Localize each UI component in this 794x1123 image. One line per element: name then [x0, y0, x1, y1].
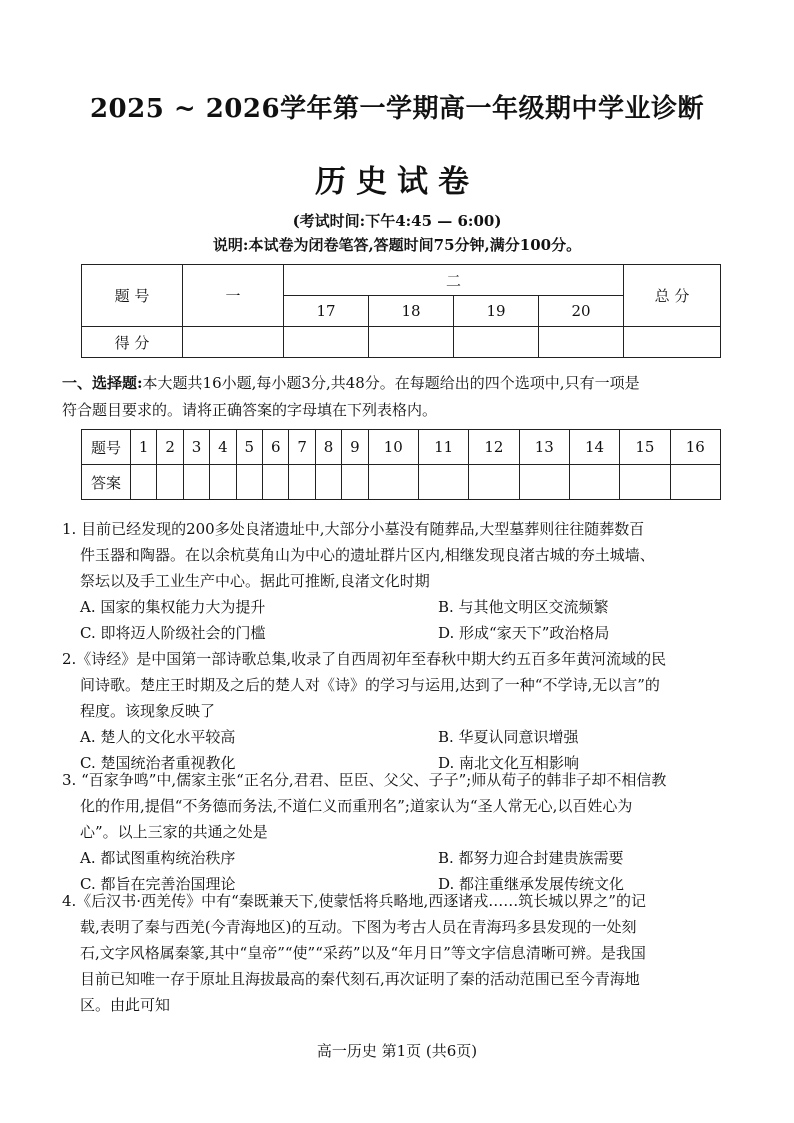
answer-number: 13 — [519, 430, 569, 465]
score-sub-19: 19 — [454, 296, 539, 327]
q3-line: 3. “百家争鸣”中,儒家主张“正名分,君君、臣臣、父父、子子”;师从荀子的韩非子却不相信教 — [62, 771, 667, 789]
answer-number: 12 — [469, 430, 519, 465]
q4-line: 区。由此可知 — [80, 996, 171, 1014]
section1-instructions — [62, 370, 732, 424]
score-cell[interactable] — [539, 327, 624, 358]
answer-cell[interactable] — [569, 465, 619, 500]
answer-number: 10 — [368, 430, 418, 465]
answer-cell[interactable] — [342, 465, 368, 500]
question-1 — [62, 516, 732, 646]
exam-title: 2025 ~ 2026学年第一学期高一年级期中学业诊断 — [89, 94, 705, 124]
q4-line: 4.《后汉书·西羌传》中有“秦既兼天下,使蒙恬将兵略地,西逐诸戎……筑长城以界之”的记 — [62, 892, 646, 910]
exam-time: (考试时间:下午4:45 — 6:00) — [292, 212, 502, 230]
q2-option-d[interactable]: D. 南北文化互相影响 — [438, 754, 580, 772]
q2-line: 间诗歌。楚庄王时期及之后的楚人对《诗》的学习与运用,达到了一种“不学诗,无以言”的 — [80, 676, 660, 694]
answer-number: 5 — [236, 430, 262, 465]
score-cell[interactable] — [454, 327, 539, 358]
answer-cell[interactable] — [263, 465, 289, 500]
answer-cell[interactable] — [315, 465, 341, 500]
question-3 — [62, 767, 732, 897]
score-label-score: 得 分 — [82, 327, 183, 358]
answer-label-num: 题号 — [82, 430, 131, 465]
q3-line: 化的作用,提倡“不务德而务法,不道仁义而重刑名”;道家认为“圣人常无心,以百姓心为 — [80, 797, 633, 815]
answer-number: 2 — [157, 430, 183, 465]
q4-line: 石,文字风格属秦篆,其中“皇帝”“使”“采药”以及“年月日”等文字信息清晰可辨。是我国 — [80, 944, 646, 962]
score-label-num: 题 号 — [82, 265, 183, 327]
q4-line: 目前已知唯一存于原址且海拔最高的秦代刻石,再次证明了秦的活动范围已至今青海地 — [80, 970, 640, 988]
answer-number: 6 — [263, 430, 289, 465]
q2-option-a[interactable]: A. 楚人的文化水平较高 — [80, 728, 236, 746]
score-sub-20: 20 — [539, 296, 624, 327]
q2-option-c[interactable]: C. 楚国统治者重视教化 — [80, 754, 236, 772]
q3-option-b[interactable]: B. 都努力迎合封建贵族需要 — [438, 849, 624, 867]
question-4 — [62, 888, 732, 1018]
answer-number: 7 — [289, 430, 315, 465]
answer-cell[interactable] — [289, 465, 315, 500]
answer-cell[interactable] — [469, 465, 519, 500]
answer-cell[interactable] — [210, 465, 236, 500]
question-2 — [62, 646, 732, 776]
exam-note: 说明:本试卷为闭卷笔答,答题时间75分钟,满分100分。 — [212, 236, 582, 254]
q3-option-a[interactable]: A. 都试图重构统治秩序 — [80, 849, 236, 867]
section1-heading: 一、选择题: — [62, 374, 143, 392]
answer-cell[interactable] — [183, 465, 209, 500]
answer-label-ans: 答案 — [82, 465, 131, 500]
answer-cell[interactable] — [157, 465, 183, 500]
answer-number: 15 — [620, 430, 670, 465]
score-table — [81, 264, 721, 358]
q2-option-b[interactable]: B. 华夏认同意识增强 — [438, 728, 579, 746]
score-part1: 一 — [183, 265, 284, 327]
q1-line: 件玉器和陶器。在以余杭莫角山为中心的遗址群片区内,相继发现良渚古城的夯土城墙、 — [80, 546, 655, 564]
q3-option-d[interactable]: D. 都注重继承发展传统文化 — [438, 875, 625, 893]
answer-cell[interactable] — [519, 465, 569, 500]
q1-option-c[interactable]: C. 即将迈人阶级社会的门槛 — [80, 624, 266, 642]
score-cell[interactable] — [284, 327, 369, 358]
q1-option-a[interactable]: A. 国家的集权能力大为提升 — [80, 598, 266, 616]
answer-cell[interactable] — [418, 465, 468, 500]
q1-option-d[interactable]: D. 形成“家天下”政治格局 — [438, 624, 610, 642]
q2-line: 2.《诗经》是中国第一部诗歌总集,收录了自西周初年至春秋中期大约五百多年黄河流域的民 — [62, 650, 667, 668]
score-sub-18: 18 — [369, 296, 454, 327]
score-sub-17: 17 — [284, 296, 369, 327]
answer-number: 9 — [342, 430, 368, 465]
answer-number: 3 — [183, 430, 209, 465]
answer-table — [81, 429, 721, 500]
subject-title: 历史试卷 — [315, 164, 479, 200]
answer-cell[interactable] — [670, 465, 720, 500]
section1-text-b: 符合题目要求的。请将正确答案的字母填在下列表格内。 — [62, 401, 438, 419]
score-cell[interactable] — [369, 327, 454, 358]
answer-number: 16 — [670, 430, 720, 465]
score-cell[interactable] — [183, 327, 284, 358]
q1-line: 祭坛以及手工业生产中心。据此可推断,良渚文化时期 — [80, 572, 430, 590]
answer-number: 14 — [569, 430, 619, 465]
answer-number: 8 — [315, 430, 341, 465]
score-cell[interactable] — [624, 327, 721, 358]
page-footer: 高一历史 第1页 (共6页) — [316, 1042, 478, 1060]
answer-cell[interactable] — [620, 465, 670, 500]
q3-option-c[interactable]: C. 都旨在完善治国理论 — [80, 875, 236, 893]
q1-line: 1. 目前已经发现的200多处良渚遗址中,大部分小墓没有随葬品,大型墓葬则往往随葬数百 — [62, 520, 645, 538]
answer-number: 1 — [131, 430, 157, 465]
answer-number: 4 — [210, 430, 236, 465]
answer-number: 11 — [418, 430, 468, 465]
score-part2: 二 — [284, 265, 624, 296]
answer-cell[interactable] — [131, 465, 157, 500]
q1-option-b[interactable]: B. 与其他文明区交流频繁 — [438, 598, 609, 616]
q4-line: 载,表明了秦与西羌(今青海地区)的互动。下图为考古人员在青海玛多县发现的一处刻 — [80, 918, 637, 936]
q3-line: 心”。以上三家的共通之处是 — [80, 823, 268, 841]
answer-cell[interactable] — [236, 465, 262, 500]
answer-cell[interactable] — [368, 465, 418, 500]
q2-line: 程度。该现象反映了 — [80, 702, 216, 720]
score-total: 总 分 — [624, 265, 721, 327]
section1-text-a: 本大题共16小题,每小题3分,共48分。在每题给出的四个选项中,只有一项是 — [142, 374, 640, 392]
